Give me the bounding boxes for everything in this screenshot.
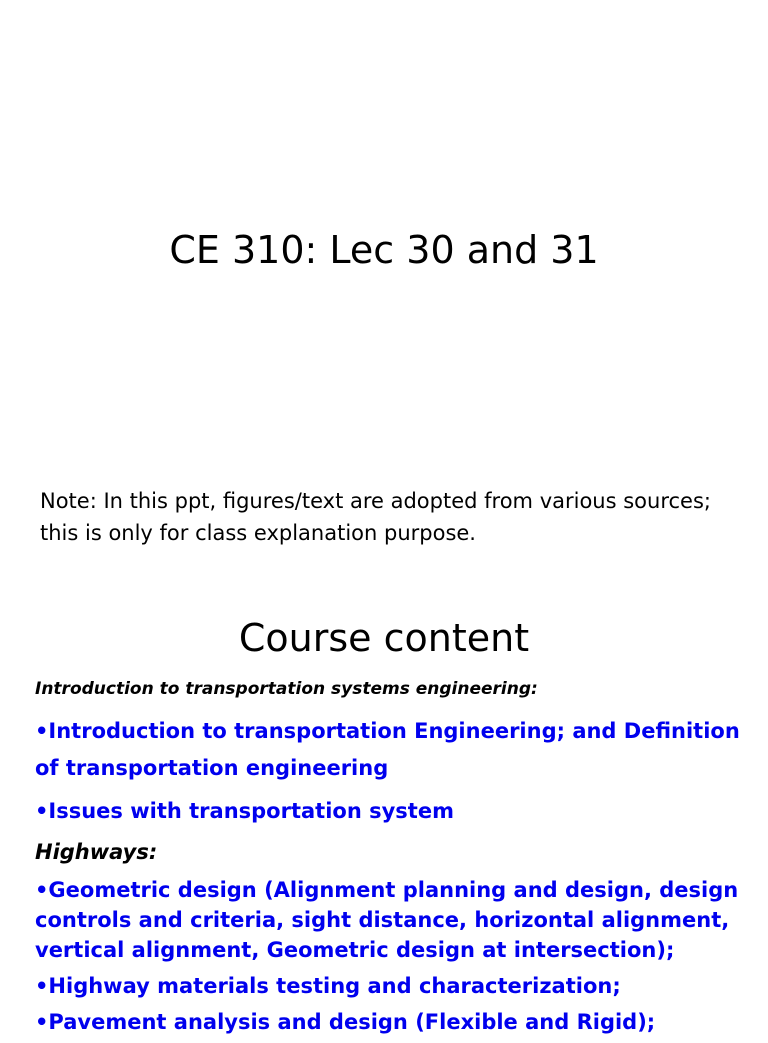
list-item: •Pavement analysis and design (Flexible and Rigid); — [35, 1010, 656, 1034]
highways-heading: Highways: — [35, 840, 158, 864]
list-item: •Introduction to transportation Engineering; and Definition of transportation engineering — [35, 719, 740, 780]
slide-title: CE 310: Lec 30 and 31 — [169, 228, 599, 272]
slide-note: Note: In this ppt, figures/text are adopted from various sources; this is only for class explanation purpose. — [40, 489, 711, 545]
course-content-list — [35, 676, 753, 1043]
course-content-title: Course content — [238, 616, 530, 660]
list-item: •Highway materials testing and characterization; — [35, 974, 621, 998]
list-item: •Geometric design (Alignment planning and design, design controls and criteria, sight distance, horizontal alignment, vertical alignment, Geometric design at intersection); — [35, 878, 739, 962]
intro-heading: Introduction to transportation systems engineering: — [35, 679, 538, 699]
list-item: •Issues with transportation system — [35, 799, 454, 823]
